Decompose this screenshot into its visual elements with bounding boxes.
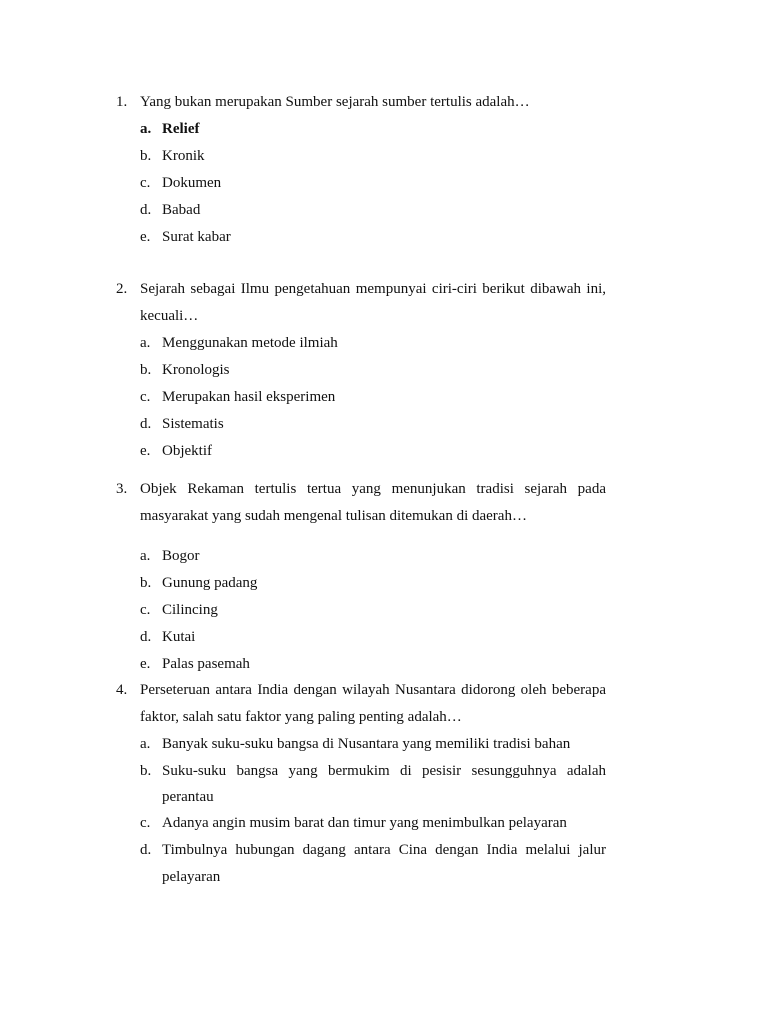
option-letter: d. xyxy=(140,842,152,858)
question-3 xyxy=(116,476,606,678)
option-text: Adanya angin musim barat dan timur yang menimbulkan pelayaran xyxy=(162,815,567,831)
option-a xyxy=(140,330,606,357)
option-text: Merupakan hasil eksperimen xyxy=(162,389,336,405)
option-letter: a. xyxy=(140,335,151,351)
option-d xyxy=(140,624,606,651)
option-letter: e. xyxy=(140,656,151,672)
option-text: Bogor xyxy=(162,548,200,564)
option-text: Relief xyxy=(162,121,200,137)
option-d xyxy=(140,411,606,438)
option-text: Timbulnya hubungan dagang antara Cina dengan India melalui jalur pelayaran xyxy=(162,842,606,885)
option-letter: c. xyxy=(140,389,151,405)
option-letter: d. xyxy=(140,202,152,218)
question-text: Yang bukan merupakan Sumber sejarah sumber tertulis adalah… xyxy=(140,94,530,110)
question-number: 1. xyxy=(116,94,128,110)
option-text: Sistematis xyxy=(162,416,224,432)
option-list xyxy=(140,330,606,465)
option-letter: d. xyxy=(140,416,152,432)
question-number: 2. xyxy=(116,281,128,297)
option-letter: e. xyxy=(140,443,151,459)
option-letter: e. xyxy=(140,229,151,245)
option-b xyxy=(140,758,606,810)
option-letter: a. xyxy=(140,548,151,564)
question-number: 3. xyxy=(116,481,128,497)
option-text: Babad xyxy=(162,202,201,218)
option-b xyxy=(140,570,606,597)
option-c xyxy=(140,597,606,624)
option-a xyxy=(140,116,606,143)
option-b xyxy=(140,143,606,170)
question-text: Perseteruan antara India dengan wilayah Nusantara didorong oleh beberapa faktor, salah satu faktor yang paling penting adalah… xyxy=(140,682,606,725)
option-text: Kronik xyxy=(162,148,205,164)
question-4 xyxy=(116,677,606,891)
option-list xyxy=(140,543,606,678)
option-letter: c. xyxy=(140,175,151,191)
option-text: Surat kabar xyxy=(162,229,231,245)
option-d xyxy=(140,837,606,891)
option-d xyxy=(140,197,606,224)
option-c xyxy=(140,810,606,837)
option-letter: b. xyxy=(140,575,152,591)
option-letter: c. xyxy=(140,602,151,618)
question-2 xyxy=(116,276,606,465)
option-letter: d. xyxy=(140,629,152,645)
question-text: Objek Rekaman tertulis tertua yang menunjukan tradisi sejarah pada masyarakat yang sudah mengenal tulisan ditemukan di daerah… xyxy=(140,481,606,524)
option-text: Gunung padang xyxy=(162,575,258,591)
option-c xyxy=(140,170,606,197)
option-text: Palas pasemah xyxy=(162,656,250,672)
option-text: Objektif xyxy=(162,443,212,459)
option-text: Kutai xyxy=(162,629,196,645)
option-text: Banyak suku-suku bangsa di Nusantara yang memiliki tradisi bahan xyxy=(162,736,571,752)
option-c xyxy=(140,384,606,411)
question-text: Sejarah sebagai Ilmu pengetahuan mempunyai ciri-ciri berikut dibawah ini, kecuali… xyxy=(140,281,606,324)
option-e xyxy=(140,224,606,251)
option-text: Cilincing xyxy=(162,602,218,618)
option-letter: b. xyxy=(140,763,152,779)
option-text: Menggunakan metode ilmiah xyxy=(162,335,338,351)
option-list xyxy=(140,731,606,891)
option-letter: a. xyxy=(140,736,151,752)
option-a xyxy=(140,543,606,570)
option-letter: a. xyxy=(140,121,152,137)
option-letter: b. xyxy=(140,148,152,164)
option-letter: b. xyxy=(140,362,152,378)
question-number: 4. xyxy=(116,682,128,698)
option-e xyxy=(140,651,606,678)
option-text: Suku-suku bangsa yang bermukim di pesisir sesungguhnya adalah perantau xyxy=(162,763,606,805)
option-b xyxy=(140,357,606,384)
option-letter: c. xyxy=(140,815,151,831)
option-text: Kronologis xyxy=(162,362,230,378)
option-list xyxy=(140,116,606,251)
option-e xyxy=(140,438,606,465)
option-a xyxy=(140,731,606,758)
question-1 xyxy=(116,89,606,251)
option-text: Dokumen xyxy=(162,175,222,191)
